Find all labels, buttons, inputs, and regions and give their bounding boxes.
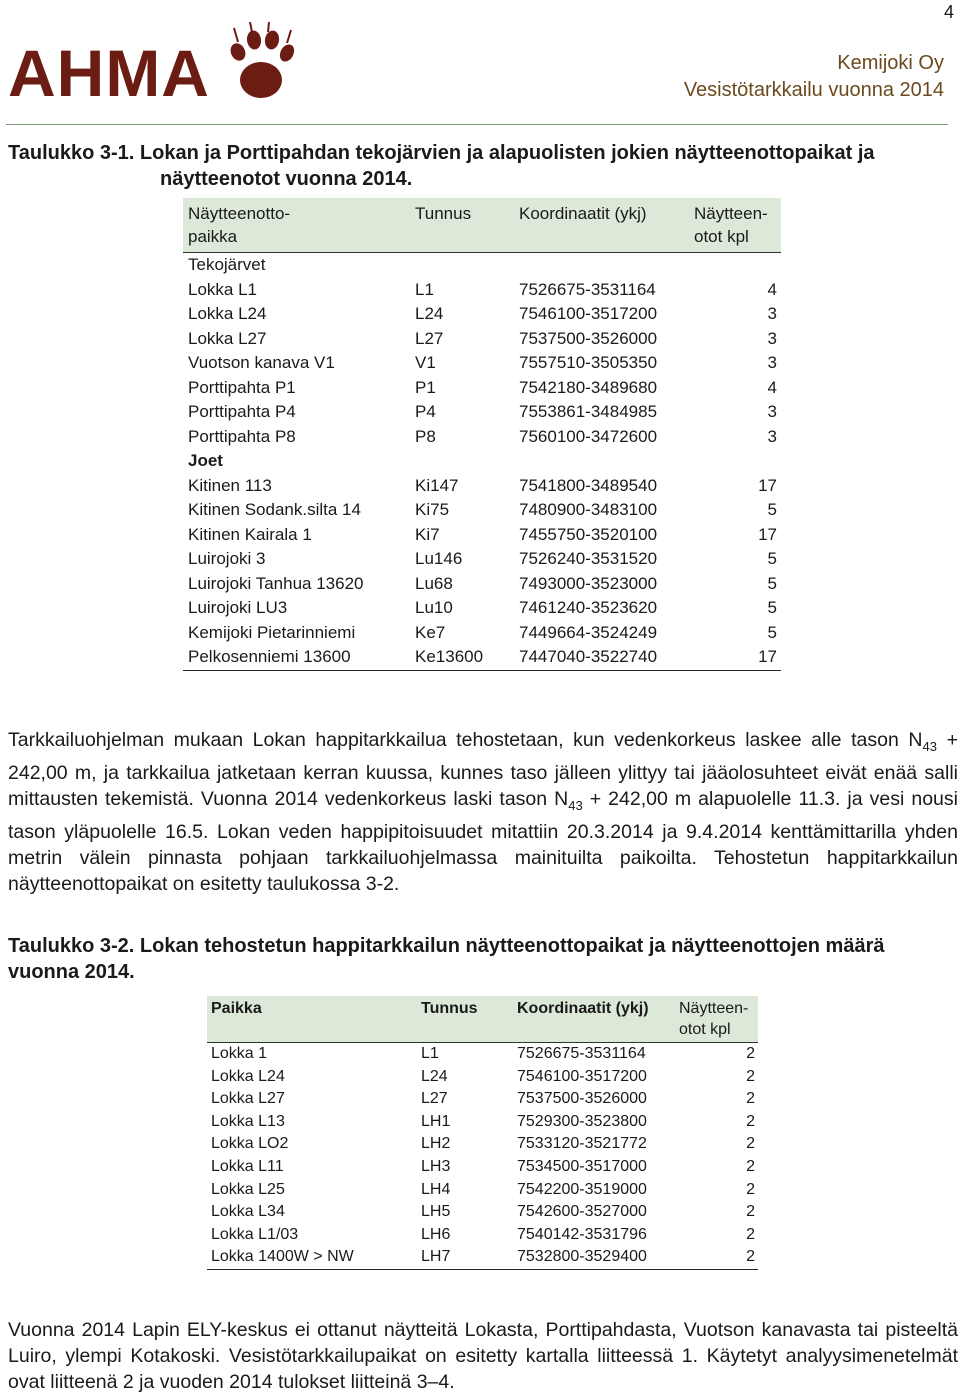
table-row: Kitinen Sodank.silta 14 Ki75 7480900-3483100 5	[188, 500, 777, 519]
header-count: Näytteen- otot kpl	[675, 996, 758, 1043]
table-row: Lokka L27 L27 7537500-3526000 2	[211, 1090, 755, 1108]
ely-sampling-paragraph: Vuonna 2014 Lapin ELY-keskus ei ottanut näytteitä Lokasta, Porttipahdasta, Vuotson kanavasta tai pisteeltä Luiro, ylempi Kotakoski. Vesistötarkkailupaikat on esitetty kartalla liitteessä 1. Käytetyt analyysimenetelmät ovat liitteenä 2 ja vuoden 2014 tulokset liitteinä 3–4.	[8, 1319, 958, 1393]
header-coords: Koordinaatit (ykj)	[513, 996, 675, 1043]
table1-caption-text-2: näytteenotot vuonna 2014.	[160, 168, 413, 190]
header-place: Näytteenotto- paikka	[183, 198, 410, 253]
table1-caption	[8, 140, 958, 192]
section-row-lakes	[183, 253, 781, 278]
company-name: Kemijoki Oy	[837, 52, 944, 74]
section-label: Tekojärvet	[188, 255, 266, 274]
table-row: Pelkosenniemi 13600 Ke13600 7447040-3522740 17	[183, 645, 781, 670]
table2-caption-text-2: vuonna 2014.	[8, 961, 135, 983]
sampling-sites-table	[183, 198, 781, 671]
table-row: Porttipahta P1 P1 7542180-3489680 4	[188, 377, 777, 397]
section-label: Joet	[188, 451, 223, 470]
subscript-43: 43	[922, 738, 937, 754]
paw-print-icon	[228, 22, 296, 98]
header-code: Tunnus	[410, 198, 514, 253]
table-row: Lokka L1 L1 7526675-3531164 4	[188, 279, 777, 299]
table-row: Kitinen Kairala 1 Ki7 7455750-3520100 17	[188, 524, 777, 544]
table-row: Lokka L24 L24 7546100-3517200 2	[211, 1067, 755, 1085]
table-row: Lokka L24 L24 7546100-3517200 3	[188, 304, 777, 323]
table-row: Lokka L1/03 LH6 7540142-3531796 2	[211, 1225, 755, 1243]
logo-wordmark: AHMA	[8, 36, 210, 106]
table-row: Luirojoki 3 Lu146 7526240-3531520 5	[188, 549, 777, 568]
table-row: Lokka L11 LH3 7534500-3517000 2	[211, 1157, 755, 1175]
table-row: Lokka L27 L27 7537500-3526000 3	[188, 328, 777, 348]
header-coords: Koordinaatit (ykj)	[514, 198, 689, 253]
table-header-row	[207, 996, 758, 1043]
table-row: Lokka L34 LH5 7542600-3527000 2	[211, 1203, 755, 1221]
table-row: Lokka L13 LH1 7529300-3523800 2	[211, 1112, 755, 1130]
table2-caption-text: Lokan tehostetun happitarkkailun näytteenottopaikat ja näytteenottojen määrä	[139, 935, 885, 957]
oxygen-monitoring-paragraph: Tarkkailuohjelman mukaan Lokan happitarkkailua tehostetaan, kun vedenkorkeus laskee alle tason $N_{43} + 242,00$ m, ja tarkkailua jatketaan kerran kuussa, kunnes taso jälleen ylittyy tai jääolosuhteet eivät enää salli mittausten tekemistä. Vuonna 2014 vedenkorkeus laski tason $N_{43} + 242,00$ m alapuolelle 11.3. ja vesi nousi tason yläpuolelle 16.5. Lokan veden happipitoisuudet mitattiin 20.3.2014 ja 9.4.2014 kenttämittarilla yhden metrin välein pinnasta pohjaan tarkkailuohjelmassa mainituilta paikoilta. Tehostetun happitarkkailun näytteenottopaikat on esitetty taulukossa 3-2.	[8, 729, 958, 895]
table-row: Luirojoki Tanhua 13620 Lu68 7493000-3523000 5	[188, 573, 777, 593]
section-row-rivers	[183, 449, 781, 474]
table-row: Porttipahta P8 P8 7560100-3472600 3	[188, 426, 777, 446]
table-row: Lokka 1400W > NW LH7 7532800-3529400 2	[207, 1246, 758, 1269]
table-row: Vuotson kanava V1 V1 7557510-3505350 3	[188, 353, 777, 372]
table-row: Lokka 1 L1 7526675-3531164 2	[211, 1045, 755, 1062]
table1-caption-text: Lokan ja Porttipahdan tekojärvien ja alapuolisten jokien näytteenottopaikat ja	[139, 142, 875, 164]
header-divider	[6, 124, 948, 125]
table-row: Luirojoki LU3 Lu10 7461240-3523620 5	[188, 598, 777, 617]
oxygen-sites-table	[207, 996, 758, 1270]
header-code: Tunnus	[417, 996, 513, 1043]
ahma-logo	[6, 22, 296, 106]
table1-caption-label: Taulukko 3-1.	[8, 142, 135, 164]
subscript-43: 43	[568, 797, 583, 813]
table2-caption-label: Taulukko 3-2.	[8, 935, 135, 957]
table2-caption	[8, 933, 958, 985]
table-row: Kitinen 113 Ki147 7541800-3489540 17	[188, 475, 777, 495]
header-place: Paikka	[207, 996, 417, 1043]
table-row: Lokka L25 LH4 7542200-3519000 2	[211, 1180, 755, 1198]
report-title: Vesistötarkkailu vuonna 2014	[683, 79, 944, 101]
table-row: Kemijoki Pietarinniemi Ke7 7449664-3524249 5	[188, 622, 777, 642]
page-number: 4	[943, 2, 954, 22]
report-header	[684, 50, 944, 104]
table-row: Lokka LO2 LH2 7533120-3521772 2	[211, 1135, 755, 1153]
table-row: Porttipahta P4 P4 7553861-3484985 3	[188, 402, 777, 421]
header-count: Näytteen- otot kpl	[689, 198, 781, 253]
table-header-row	[183, 198, 781, 253]
